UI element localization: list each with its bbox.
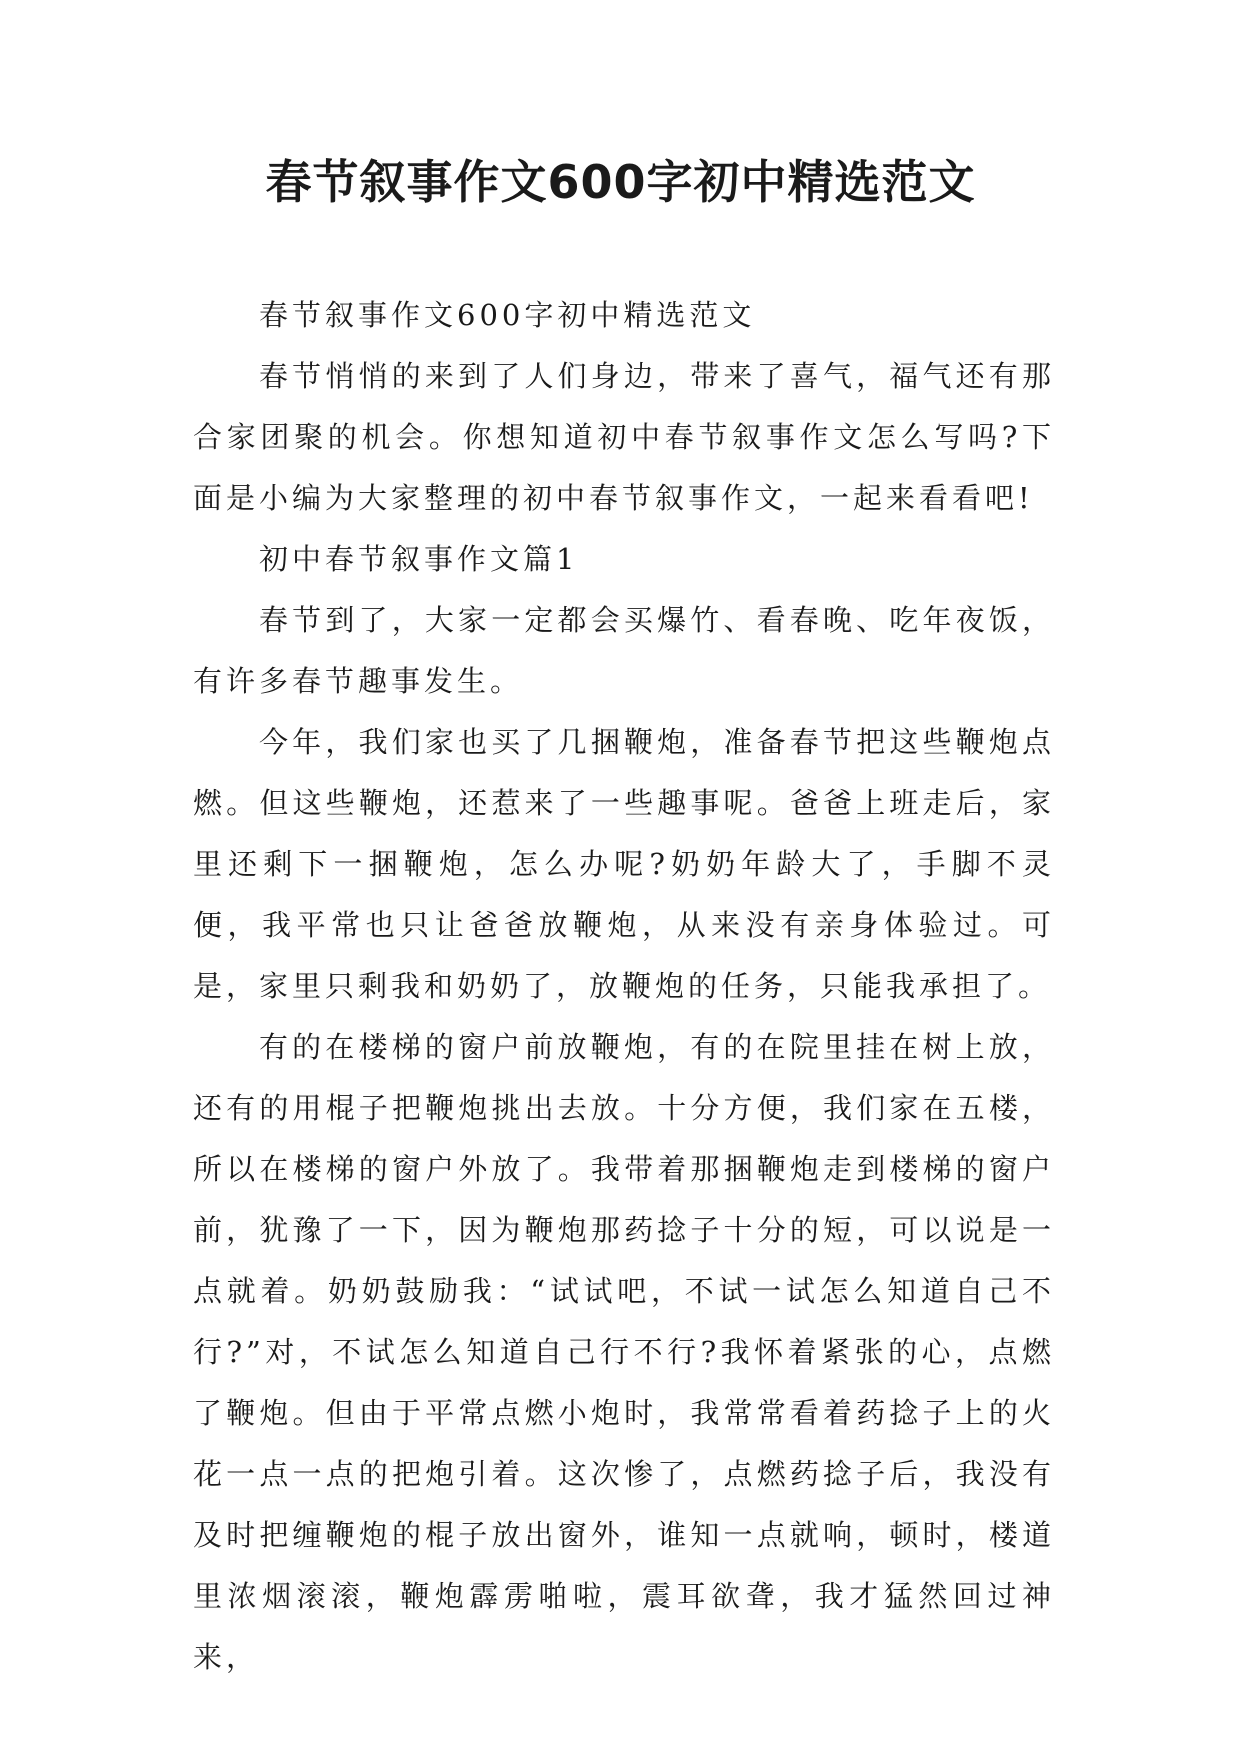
paragraph-subtitle: 春节叙事作文600字初中精选范文 [259,298,756,332]
paragraph-section-heading: 初中春节叙事作文篇1 [259,542,579,576]
document-body [193,285,1055,1688]
paragraph-body: 春节到了，大家一定都会买爆竹、看春晚、吃年夜饭，有许多春节趣事发生。 [193,603,1055,698]
paragraph-intro: 春节悄悄的来到了人们身边，带来了喜气，福气还有那合家团聚的机会。你想知道初中春节叙事作文怎么写吗?下面是小编为大家整理的初中春节叙事作文，一起来看看吧! [193,359,1055,515]
paragraph-body: 今年，我们家也买了几捆鞭炮，准备春节把这些鞭炮点燃。但这些鞭炮，还惹来了一些趣事呢。爸爸上班走后，家里还剩下一捆鞭炮，怎么办呢?奶奶年龄大了，手脚不灵便，我平常也只让爸爸放鞭炮，从来没有亲身体验过。可是，家里只剩我和奶奶了，放鞭炮的任务，只能我承担了。 [193,725,1055,1003]
paragraph-body: 有的在楼梯的窗户前放鞭炮，有的在院里挂在树上放，还有的用棍子把鞭炮挑出去放。十分方便，我们家在五楼，所以在楼梯的窗户外放了。我带着那捆鞭炮走到楼梯的窗户前，犹豫了一下，因为鞭炮那药捻子十分的短，可以说是一点就着。奶奶鼓励我：“试试吧，不试一试怎么知道自己不行?”对，不试怎么知道自己行不行?我怀着紧张的心，点燃了鞭炮。但由于平常点燃小炮时，我常常看着药捻子上的火花一点一点的把炮引着。这次惨了，点燃药捻子后，我没有及时把缠鞭炮的棍子放出窗外，谁知一点就响，顿时，楼道里浓烟滚滚，鞭炮霹雳啪啦，震耳欲聋，我才猛然回过神来， [193,1030,1055,1674]
document-title: 春节叙事作文600字初中精选范文 [265,155,976,209]
